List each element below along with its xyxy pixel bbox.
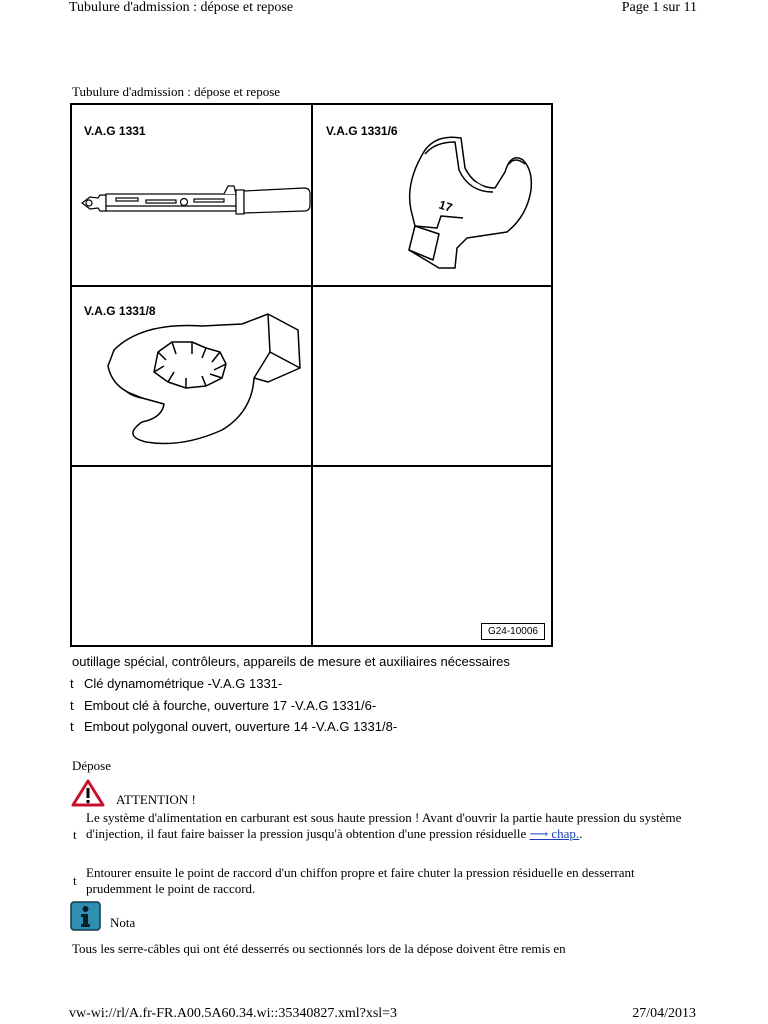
document-title: Tubulure d'admission : dépose et repose — [72, 84, 281, 99]
open-end-wrench-insert-icon — [397, 130, 537, 275]
torque-wrench-icon — [76, 181, 312, 221]
tool-label-vag1331-8: V.A.G 1331/8 — [84, 304, 156, 318]
list-bullet: t — [70, 719, 74, 734]
warning-title: ATTENTION ! — [116, 792, 196, 807]
equipment-item-ring-insert: Embout polygonal ouvert, ouverture 14 -V.A.G 1331/8- — [84, 719, 398, 734]
page-header-title: Tubulure d'admission : dépose et repose — [69, 0, 294, 15]
info-icon — [70, 901, 101, 931]
figure-id: G24-10006 — [481, 623, 545, 640]
note-text: Tous les serre-câbles qui ont été desserrés ou sectionnés lors de la dépose doivent être remis en — [72, 941, 566, 956]
step-bullet: t — [73, 827, 77, 842]
section-heading-depose: Dépose — [72, 758, 111, 773]
grid-divider-row1 — [72, 285, 551, 287]
step-depressurize-text: Le système d'alimentation en carburant est sous haute pression ! Avant d'ouvrir la partie haute pression du système d'injection, il faut faire baisser la pression jusqu'à obtention d'une pression résiduelle — [86, 810, 682, 841]
equipment-item-open-end-insert: Embout clé à fourche, ouverture 17 -V.A.G 1331/6- — [84, 698, 377, 713]
equipment-item-torque-wrench: Clé dynamométrique -V.A.G 1331- — [84, 676, 283, 691]
tool-label-vag1331: V.A.G 1331 — [84, 124, 146, 138]
list-bullet: t — [70, 698, 74, 713]
warning-triangle-icon — [71, 779, 105, 807]
equipment-heading: outillage spécial, contrôleurs, appareils de mesure et auxiliaires nécessaires — [72, 654, 510, 669]
ring-wrench-insert-icon — [102, 312, 302, 452]
list-bullet: t — [70, 676, 74, 691]
special-tools-figure — [70, 103, 553, 647]
step-bullet: t — [73, 873, 77, 888]
chapter-link[interactable]: ⟶ chap. — [529, 826, 580, 841]
step-depressurize — [86, 810, 686, 842]
grid-divider-row2 — [72, 465, 551, 467]
step-relieve-pressure: Entourer ensuite le point de raccord d'un chiffon propre et faire chuter la pression résiduelle en desserrant prudemment le point de raccord. — [86, 865, 635, 896]
tool-label-vag1331-6: V.A.G 1331/6 — [326, 124, 398, 138]
page-footer-url: vw-wi://rl/A.fr-FR.A00.5A60.34.wi::35340827.xml?xsl=3 — [69, 1006, 398, 1021]
step-suffix: . — [579, 826, 583, 841]
note-title: Nota — [110, 915, 136, 930]
wrench-size-marking: 17 — [437, 197, 455, 215]
page-footer-date: 27/04/2013 — [632, 1006, 696, 1021]
page-number: Page 1 sur 11 — [621, 0, 697, 15]
